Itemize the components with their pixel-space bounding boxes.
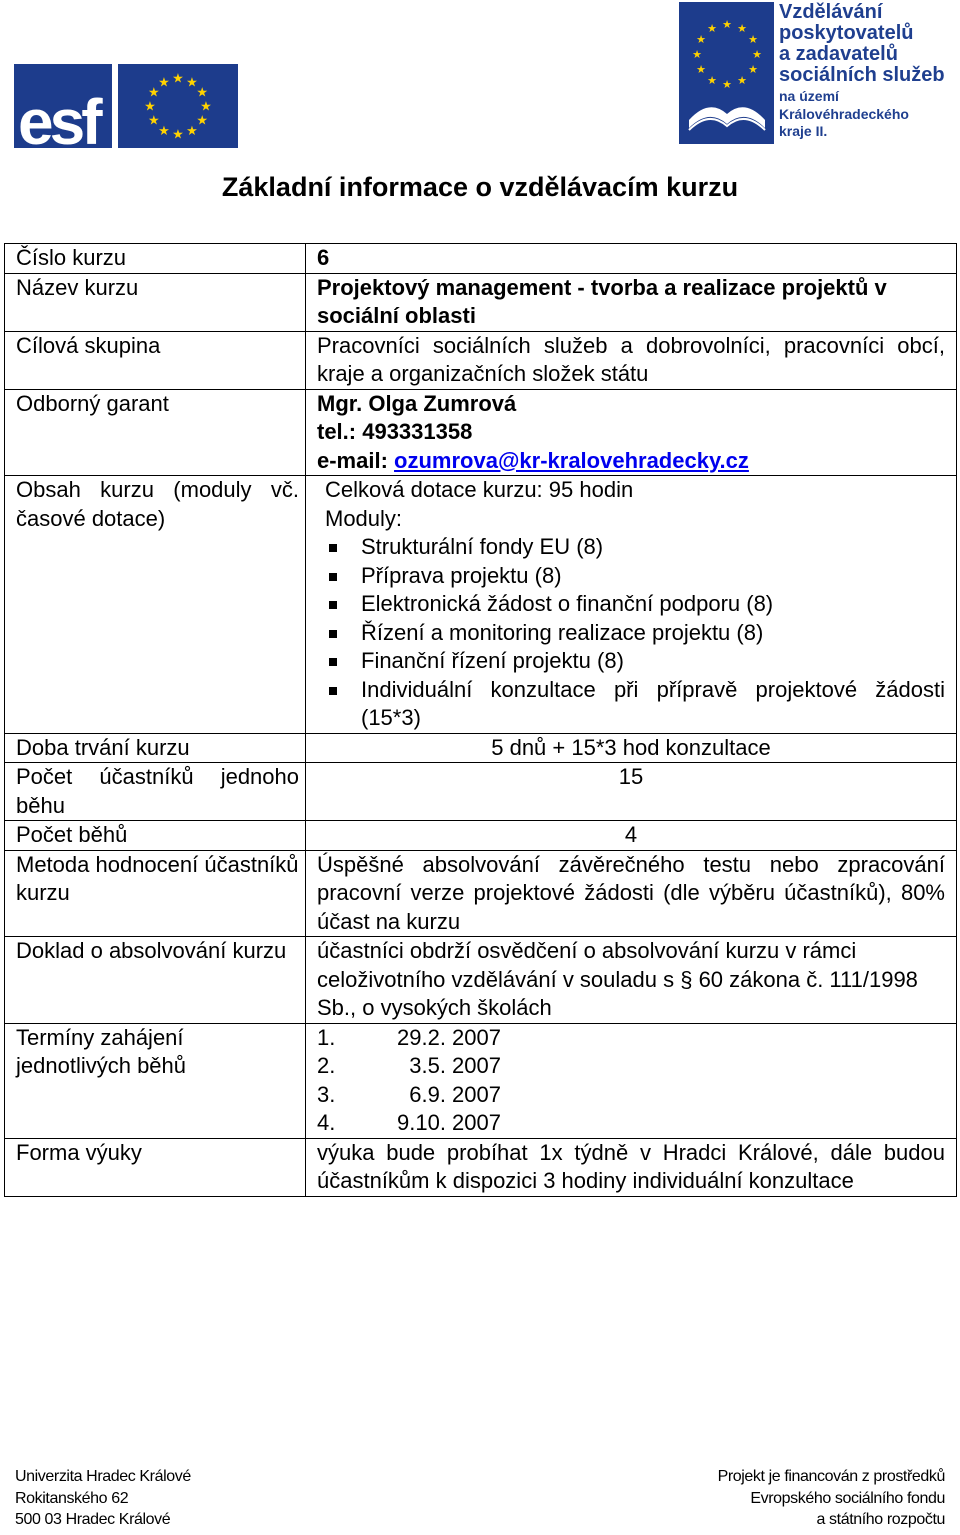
footer-line: Projekt je financován z prostředků — [717, 1468, 945, 1485]
page-title: Základní informace o vzdělávacím kurzu — [221, 172, 739, 202]
row-label: Metoda hodnocení účastníků kurzu — [5, 850, 306, 937]
table-row — [5, 331, 957, 389]
footer-funding — [718, 1466, 945, 1531]
star-icon: ★ — [737, 73, 747, 87]
footer-line: Rokitanského 62 — [15, 1489, 129, 1507]
list-item: Elektronická žádost o finanční podporu (8) — [325, 590, 945, 619]
star-icon: ★ — [692, 47, 702, 61]
list-item: 3. 6.9. 2007 — [317, 1081, 501, 1107]
table-row — [5, 821, 957, 851]
logo-line-small: kraje II. — [779, 123, 828, 140]
star-icon: ★ — [172, 127, 184, 143]
teaching-form: výuka bude probíhat 1x týdně v Hradci Králové, dále budou účastníkům k dispozici 3 hodiny individuální konzultace — [306, 1138, 957, 1196]
logo-line: sociálních služeb — [779, 64, 945, 86]
course-info-table — [4, 243, 957, 1197]
star-icon: ★ — [196, 113, 209, 129]
bullet-square-icon — [329, 544, 337, 552]
row-label: Název kurzu — [5, 273, 306, 331]
footer-address — [15, 1466, 191, 1531]
logo-line: Vzdělávání — [779, 1, 883, 23]
row-label: Počet účastníků jednoho běhu — [5, 763, 306, 821]
list-item: 1. 29.2. 2007 — [317, 1024, 501, 1050]
bullet-square-icon — [329, 687, 337, 695]
modules-label: Moduly: — [325, 505, 403, 531]
table-row — [5, 850, 957, 937]
logo-line: poskytovatelů — [779, 22, 914, 44]
evaluation-method: Úspěšné absolvování závěrečného testu nebo zpracování pracovní verze projektové žádosti (dle výběru účastníků), 80% účast na kurzu — [306, 850, 957, 937]
star-icon: ★ — [752, 47, 762, 61]
row-label: Forma výuky — [5, 1138, 306, 1196]
list-item: Řízení a monitoring realizace projektu (8) — [325, 619, 945, 648]
list-item: 4. 9.10. 2007 — [317, 1110, 501, 1135]
course-name: Projektový management - tvorba a realizace projektů v sociální oblasti — [306, 273, 957, 331]
runs-count: 4 — [306, 821, 957, 851]
logo-line-small: Královéhradeckého — [779, 105, 909, 122]
esf-logo-text: esf — [18, 86, 99, 148]
table-row — [5, 1138, 957, 1196]
guarantor-cell — [306, 389, 957, 476]
logo-line-small: na území — [779, 88, 839, 104]
star-icon: ★ — [158, 123, 170, 139]
star-icon: ★ — [696, 62, 706, 76]
star-icon: ★ — [722, 77, 732, 91]
star-icon: ★ — [748, 62, 758, 76]
bullet-square-icon — [329, 601, 337, 609]
duration: 5 dnů + 15*3 hod konzultace — [306, 733, 957, 763]
guarantor-email-line — [317, 447, 945, 476]
guarantor-email-link[interactable]: ozumrova@kr-kralovehradecky.cz — [394, 447, 749, 473]
email-prefix: e-mail: — [317, 447, 395, 473]
star-icon: ★ — [737, 21, 747, 35]
course-content — [306, 476, 957, 734]
star-icon: ★ — [144, 99, 156, 115]
star-icon: ★ — [722, 17, 732, 31]
list-item: 2. 3.5. 2007 — [317, 1053, 501, 1078]
guarantor-name: Mgr. Olga Zumrová — [317, 390, 517, 416]
course-number: 6 — [306, 244, 957, 274]
logo-line: a zadavatelů — [779, 43, 898, 65]
table-row — [5, 1023, 957, 1138]
table-row — [5, 733, 957, 763]
start-dates — [306, 1023, 957, 1138]
list-item: Příprava projektu (8) — [325, 562, 945, 591]
star-icon: ★ — [696, 32, 706, 46]
row-label: Počet běhů — [5, 821, 306, 851]
row-label: Doklad o absolvování kurzu — [5, 937, 306, 1024]
table-row — [5, 273, 957, 331]
star-icon: ★ — [172, 71, 184, 87]
star-icon: ★ — [200, 99, 212, 115]
row-label: Cílová skupina — [5, 331, 306, 389]
target-group: Pracovníci sociálních služeb a dobrovolníci, pracovníci obcí, kraje a organizačních složek státu — [306, 331, 957, 389]
bullet-square-icon — [329, 630, 337, 638]
star-icon: ★ — [748, 32, 758, 46]
list-item: Finanční řízení projektu (8) — [325, 647, 945, 676]
star-icon: ★ — [707, 21, 717, 35]
star-icon: ★ — [186, 123, 198, 139]
table-row — [5, 244, 957, 274]
star-icon: ★ — [147, 113, 160, 129]
row-label: Odborný garant — [5, 389, 306, 476]
row-label: Termíny zahájení jednotlivých běhů — [5, 1023, 306, 1138]
star-icon: ★ — [196, 85, 209, 101]
footer-line: 500 03 Hradec Králové — [15, 1511, 171, 1528]
project-logo — [679, 2, 957, 150]
list-item: Strukturální fondy EU (8) — [325, 533, 945, 562]
bullet-square-icon — [329, 658, 337, 666]
footer-line: Evropského sociálního fondu — [750, 1489, 945, 1507]
table-row — [5, 763, 957, 821]
star-icon: ★ — [147, 85, 160, 101]
guarantor-phone: tel.: 493331358 — [317, 419, 473, 444]
footer-line: Univerzita Hradec Králové — [15, 1468, 191, 1485]
row-label: Číslo kurzu — [5, 244, 306, 274]
table-row — [5, 389, 957, 476]
star-icon: ★ — [158, 75, 170, 91]
participants-count: 15 — [306, 763, 957, 821]
row-label: Doba trvání kurzu — [5, 733, 306, 763]
star-icon: ★ — [186, 75, 198, 91]
table-row — [5, 937, 957, 1024]
certificate: účastníci obdrží osvědčení o absolvování kurzu v rámci celoživotního vzdělávání v souladu s § 60 zákona č. 111/1998 Sb., o vysokých školách — [306, 937, 957, 1024]
footer-line: a státního rozpočtu — [816, 1511, 945, 1528]
star-icon: ★ — [707, 73, 717, 87]
row-label: Obsah kurzu (moduly vč. časové dotace) — [5, 476, 306, 734]
table-row — [5, 476, 957, 734]
modules-list — [317, 533, 945, 733]
bullet-square-icon — [329, 573, 337, 581]
total-hours: Celková dotace kurzu: 95 hodin — [325, 477, 634, 502]
esf-logo — [14, 64, 238, 148]
list-item: Individuální konzultace při přípravě projektové žádosti (15*3) — [325, 676, 945, 733]
